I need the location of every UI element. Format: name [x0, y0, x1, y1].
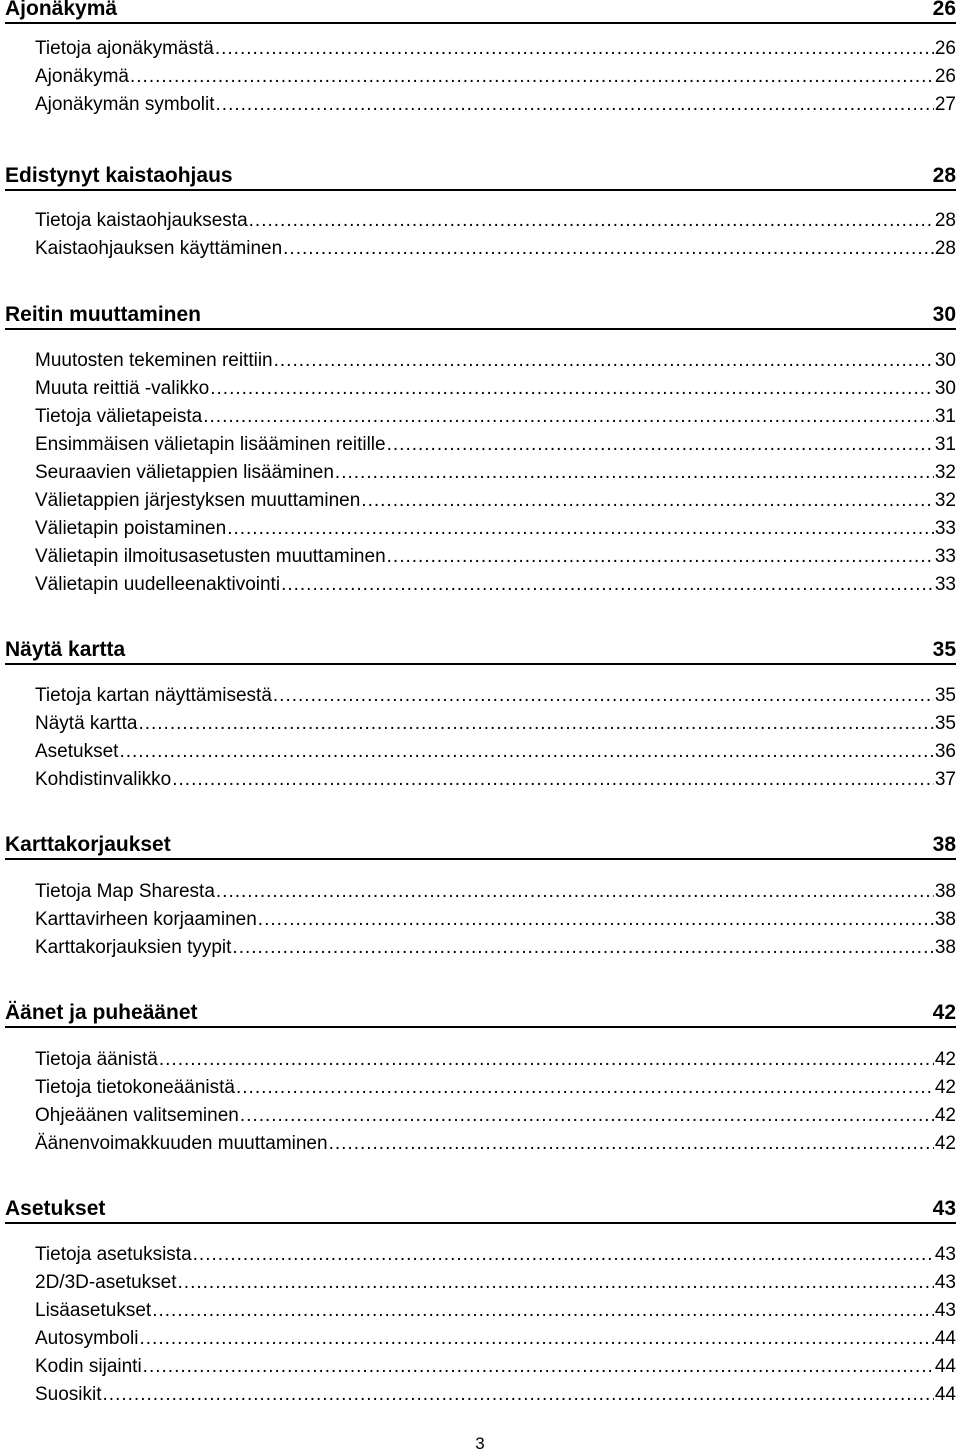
entry-page: 44	[934, 1384, 956, 1405]
dot-leader	[152, 1297, 934, 1325]
entry-label: Tietoja Map Sharesta	[35, 881, 215, 902]
entry-page: 33	[934, 574, 956, 595]
dot-leader	[258, 906, 934, 934]
section-title: Äänet ja puheäänet	[5, 1001, 198, 1024]
entry-page: 33	[934, 518, 956, 539]
entry-page: 27	[934, 94, 956, 115]
dot-leader	[210, 375, 934, 403]
toc-entry[interactable]	[35, 63, 956, 91]
entry-label: Välietapin ilmoitusasetusten muuttaminen	[35, 546, 386, 567]
entry-label: Muuta reittiä -valikko	[35, 378, 210, 399]
entry-page: 42	[934, 1049, 956, 1070]
entry-page: 31	[934, 406, 956, 427]
section-title: Karttakorjaukset	[5, 833, 171, 856]
dot-leader	[274, 347, 934, 375]
toc-entry[interactable]	[35, 487, 956, 515]
entry-label: Välietappien järjestyksen muuttaminen	[35, 490, 361, 511]
entry-label: Tietoja kartan näyttämisestä	[35, 685, 272, 706]
dot-leader	[130, 63, 934, 91]
entry-label: Ohjeäänen valitseminen	[35, 1105, 239, 1126]
toc-entry[interactable]	[35, 35, 956, 63]
section-page: 43	[932, 1197, 956, 1220]
entry-label: Karttakorjauksien tyypit	[35, 937, 232, 958]
dot-leader	[193, 1241, 934, 1269]
entry-page: 35	[934, 713, 956, 734]
entry-label: Tietoja tietokoneäänistä	[35, 1077, 235, 1098]
entry-label: Ensimmäisen välietapin lisääminen reitille	[35, 434, 386, 455]
entry-label: Tietoja ajonäkymästä	[35, 38, 214, 59]
toc-entry[interactable]	[35, 1297, 956, 1325]
entry-label: Kaistaohjauksen käyttäminen	[35, 238, 283, 259]
toc-entry[interactable]	[35, 1353, 956, 1381]
entry-page: 31	[934, 434, 956, 455]
section-title: Ajonäkymä	[5, 0, 118, 20]
page-number: 3	[475, 1434, 485, 1453]
entry-page: 28	[934, 238, 956, 259]
dot-leader	[216, 91, 934, 119]
dot-leader	[216, 878, 934, 906]
entry-page: 42	[934, 1077, 956, 1098]
dot-leader	[273, 682, 934, 710]
entry-label: Lisäasetukset	[35, 1300, 152, 1321]
entry-page: 43	[934, 1244, 956, 1265]
section-page: 38	[932, 833, 956, 856]
section-heading[interactable]	[5, 1196, 956, 1224]
entry-label: Tietoja äänistä	[35, 1049, 158, 1070]
dot-leader	[283, 235, 934, 263]
toc-entry[interactable]	[35, 459, 956, 487]
dot-leader	[232, 934, 933, 962]
section-page: 42	[932, 1001, 956, 1024]
entry-label: Suosikit	[35, 1384, 102, 1405]
entry-page: 44	[934, 1356, 956, 1377]
section-heading[interactable]	[5, 0, 956, 24]
section-heading[interactable]	[5, 832, 956, 860]
section-heading[interactable]	[5, 637, 956, 665]
entry-page: 38	[934, 937, 956, 958]
entry-page: 38	[934, 881, 956, 902]
dot-leader	[143, 1353, 934, 1381]
toc-entry[interactable]	[35, 1046, 956, 1074]
section-page: 28	[932, 164, 956, 187]
toc-entry[interactable]	[35, 710, 956, 738]
dot-leader	[236, 1074, 934, 1102]
dot-leader	[172, 766, 934, 794]
dot-leader	[387, 543, 934, 571]
toc-entry[interactable]	[35, 543, 956, 571]
dot-leader	[335, 459, 934, 487]
dot-leader	[329, 1130, 934, 1158]
entry-page: 38	[934, 909, 956, 930]
section-page: 35	[932, 638, 956, 661]
entry-label: Tietoja välietapeista	[35, 406, 203, 427]
entry-page: 32	[934, 462, 956, 483]
entry-page: 30	[934, 350, 956, 371]
entry-label: 2D/3D-asetukset	[35, 1272, 177, 1293]
entry-page: 28	[934, 210, 956, 231]
toc-entry[interactable]	[35, 766, 956, 794]
entry-page: 43	[934, 1300, 956, 1321]
toc-entry[interactable]	[35, 1102, 956, 1130]
toc-entry[interactable]	[35, 91, 956, 119]
dot-leader	[361, 487, 934, 515]
entry-label: Autosymboli	[35, 1328, 139, 1349]
dot-leader	[159, 1046, 934, 1074]
dot-leader	[203, 403, 934, 431]
toc-entry[interactable]	[35, 1381, 956, 1409]
entry-label: Karttavirheen korjaaminen	[35, 909, 257, 930]
entry-page: 43	[934, 1272, 956, 1293]
toc-entry[interactable]	[35, 1269, 956, 1297]
entry-page: 42	[934, 1105, 956, 1126]
section-page: 30	[932, 303, 956, 326]
dot-leader	[281, 571, 934, 599]
toc-entry[interactable]	[35, 934, 956, 962]
entry-label: Kodin sijainti	[35, 1356, 142, 1377]
entry-page: 32	[934, 490, 956, 511]
section-title: Reitin muuttaminen	[5, 303, 202, 326]
toc-entry[interactable]	[35, 375, 956, 403]
section-heading[interactable]	[5, 302, 956, 330]
entry-label: Asetukset	[35, 741, 119, 762]
toc-entry[interactable]	[35, 403, 956, 431]
toc-entry[interactable]	[35, 682, 956, 710]
section-title: Näytä kartta	[5, 638, 126, 661]
entry-page: 30	[934, 378, 956, 399]
entry-page: 26	[934, 66, 956, 87]
entry-label: Näytä kartta	[35, 713, 138, 734]
entry-label: Välietapin uudelleenaktivointi	[35, 574, 281, 595]
entry-label: Muutosten tekeminen reittiin	[35, 350, 273, 371]
section-page: 26	[932, 0, 956, 20]
section-title: Asetukset	[5, 1197, 106, 1220]
entry-label: Kohdistinvalikko	[35, 769, 172, 790]
entry-page: 37	[934, 769, 956, 790]
toc-entry[interactable]	[35, 1325, 956, 1353]
section-title: Edistynyt kaistaohjaus	[5, 164, 233, 187]
toc-entry[interactable]	[35, 878, 956, 906]
toc-entry[interactable]	[35, 1074, 956, 1102]
toc-entry[interactable]	[35, 431, 956, 459]
entry-label: Välietapin poistaminen	[35, 518, 227, 539]
toc-entry[interactable]	[35, 906, 956, 934]
dot-leader	[119, 738, 933, 766]
dot-leader	[249, 207, 934, 235]
dot-leader	[387, 431, 934, 459]
entry-label: Seuraavien välietappien lisääminen	[35, 462, 334, 483]
entry-page: 33	[934, 546, 956, 567]
dot-leader	[138, 710, 933, 738]
toc-entry[interactable]	[35, 515, 956, 543]
toc-entry[interactable]	[35, 571, 956, 599]
section-heading[interactable]	[5, 163, 956, 191]
entry-page: 26	[934, 38, 956, 59]
entry-page: 35	[934, 685, 956, 706]
entry-label: Ajonäkymän symbolit	[35, 94, 215, 115]
toc-entry[interactable]	[35, 1241, 956, 1269]
entry-page: 36	[934, 741, 956, 762]
dot-leader	[215, 35, 934, 63]
dot-leader	[227, 515, 934, 543]
entry-page: 44	[934, 1328, 956, 1349]
entry-label: Ajonäkymä	[35, 66, 129, 87]
toc-entry[interactable]	[35, 1130, 956, 1158]
toc-entry[interactable]	[35, 738, 956, 766]
dot-leader	[240, 1102, 934, 1130]
section-heading[interactable]	[5, 1000, 956, 1028]
entry-label: Tietoja asetuksista	[35, 1244, 192, 1265]
toc-entry[interactable]	[35, 207, 956, 235]
entry-label: Äänenvoimakkuuden muuttaminen	[35, 1133, 328, 1154]
toc-entry[interactable]	[35, 235, 956, 263]
dot-leader	[140, 1325, 934, 1353]
entry-page: 42	[934, 1133, 956, 1154]
toc-entry[interactable]	[35, 347, 956, 375]
dot-leader	[103, 1381, 934, 1409]
dot-leader	[178, 1269, 934, 1297]
entry-label: Tietoja kaistaohjauksesta	[35, 210, 248, 231]
